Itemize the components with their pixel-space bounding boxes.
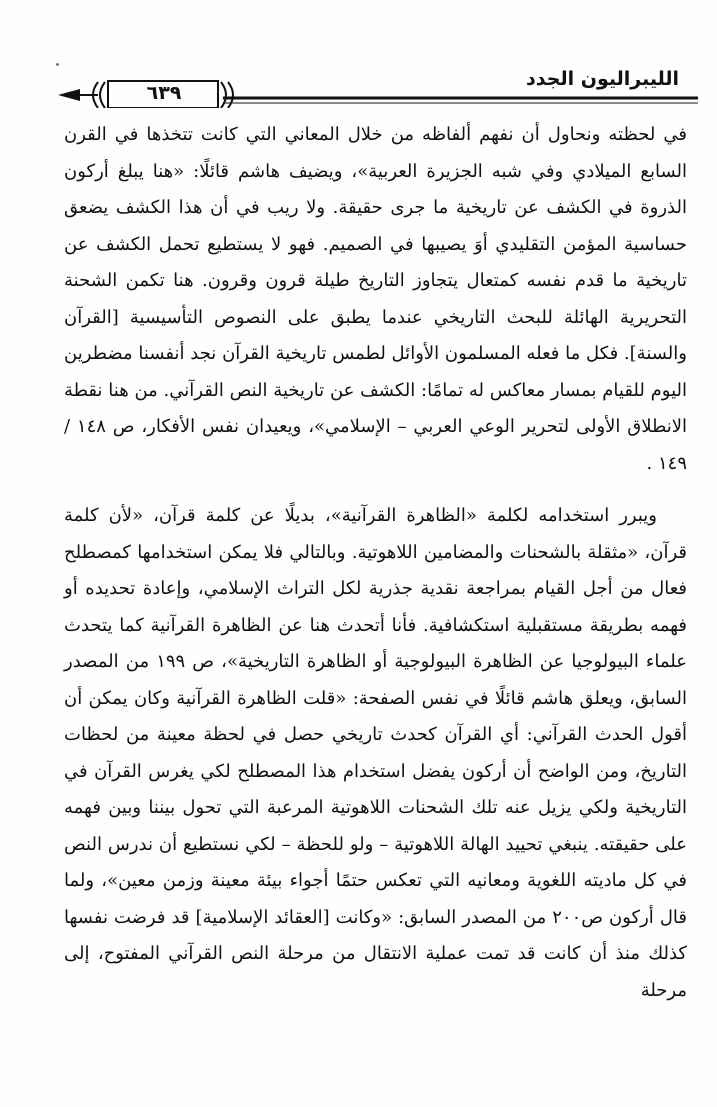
running-title: الليبراليون الجدد [526,68,679,90]
paragraph: ويبرر استخدامه لكلمة «الظاهرة القرآنية»، بديلًا عن كلمة قرآن، «لأن كلمة قرآن، «مثقلة بالشحنات والمضامين اللاهوتية. وبالتالي فلا يمكن استخدامها كمصطلح فعال من أجل القيام بمراجعة نقدية جذرية لكل التراث الإسلامي، وإعادة تحديده أو فهمه بطريقة مستقبلية استكشافية. فأنا أتحدث هنا عن الظاهرة القرآنية كما يتحدث علماء البيولوجيا عن الظاهرة البيولوجية أو الظاهرة التاريخية»، ص ١٩٩ من المصدر السابق، ويعلق هاشم قائلًا في نفس الصفحة: «قلت الظاهرة القرآنية وكان يمكن أن أقول الحدث القرآني: أي القرآن كحدث تاريخي حصل في لحظة معينة من لحظات التاريخ، ومن الواضح أن أركون يفضل استخدام هذا المصطلح لكي يغرس القرآن في التاريخية ولكي يزيل عنه تلك الشحنات اللاهوتية المرعبة التي تحول بيننا وبين فهمه على حقيقته. ينبغي تحييد الهالة اللاهوتية – ولو للحظة – لكي نستطيع أن ندرس النص في كل ماديته اللغوية ومعانيه التي تعكس حتمًا أجواء بيئة معينة وزمن معين»، ولما قال أركون ص٢٠٠ من المصدر السابق: «وكانت [العقائد الإسلامية] قد فرضت نفسها كذلك منذ أن كانت قد تمت عملية الانتقال من مرحلة النص القرآني المفتوح، إلى مرحلة [64,505,687,1001]
body-text [64,117,687,1009]
page-header [58,60,687,110]
scan-speck [56,63,59,66]
paragraph: في لحظته ونحاول أن نفهم ألفاظه من خلال المعاني التي كانت تتخذها في القرن السابع الميلادي وفي شبه الجزيرة العربية»، ويضيف هاشم قائلًا: «هنا يبلغ أركون الذروة في الكشف عن تاريخية ما جرى حقيقة. ولا ريب في أن هذا الكشف يضعق حساسية المؤمن التقليدي أوَ يصيبها في الصميم. فهو لا يستطيع تحمل الكشف عن تاريخية ما قدم نفسه كمتعال يتجاوز التاريخ طيلة قرون وقرون. هنا تكمن الشحنة التحريرية الهائلة للبحث التاريخي عندما يطبق على النصوص التأسيسية [القرآن والسنة]. فكل ما فعله المسلمون الأوائل لطمس تاريخية القرآن نجد أنفسنا مضطرين اليوم للقيام بمسار معاكس له تمامًا: الكشف عن تاريخية النص القرآني. من هنا نقطة الانطلاق الأولى لتحرير الوعي العربي – الإسلامي»، ويعيدان نفس الأفكار، ص ١٤٨ / ١٤٩ . [64,124,687,474]
page-number: ٦٣٩ [146,82,182,104]
